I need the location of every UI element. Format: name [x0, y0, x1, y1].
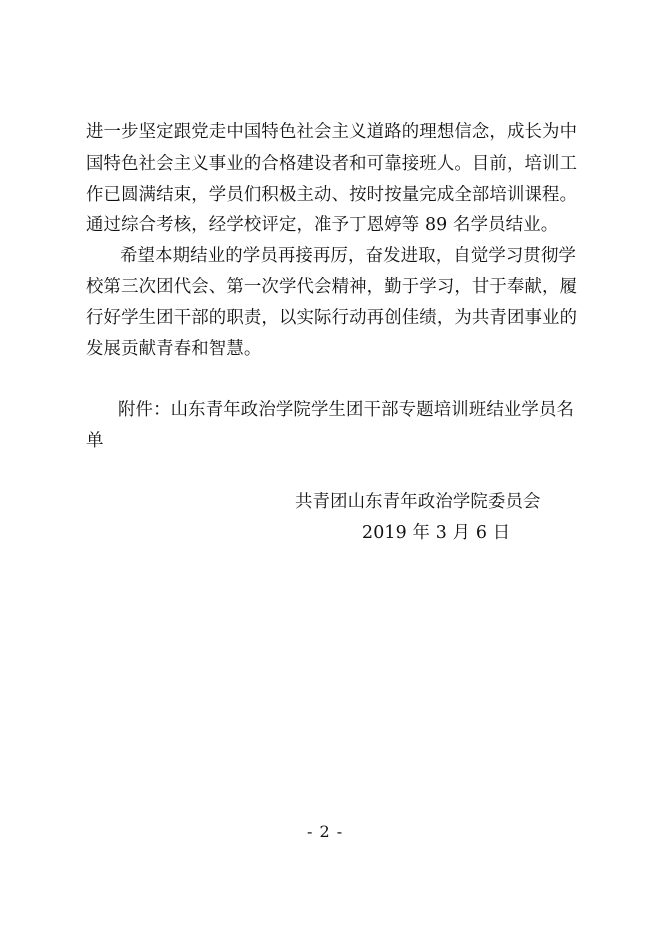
body-line-5: 希望本期结业的学员再接再厉，奋发进取，自觉学习贯彻学	[120, 246, 577, 266]
signature-organization: 共青团山东青年政治学院委员会	[295, 492, 541, 512]
body-line-6: 校第三次团代会、第一次学代会精神，勤于学习，甘于奉献，履	[86, 277, 578, 297]
body-line-8: 发展贡献青春和智慧。	[86, 339, 262, 359]
body-line-1: 进一步坚定跟党走中国特色社会主义道路的理想信念，成长为中	[86, 122, 578, 142]
signature-date: 2019 年 3 月 6 日	[362, 523, 511, 543]
attachment-line-1: 附件：山东青年政治学院学生团干部专题培训班结业学员名	[118, 400, 575, 420]
attachment-line-2: 单	[86, 431, 104, 451]
body-line-2: 国特色社会主义事业的合格建设者和可靠接班人。目前，培训工	[86, 154, 578, 174]
body-line-4: 通过综合考核，经学校评定，准予丁恩婷等 89 名学员结业。	[86, 215, 559, 235]
body-line-7: 行好学生团干部的职责，以实际行动再创佳绩，为共青团事业的	[86, 308, 578, 328]
page-number: - 2 -	[307, 822, 344, 841]
body-line-3: 作已圆满结束，学员们积极主动、按时按量完成全部培训课程。	[86, 185, 578, 205]
